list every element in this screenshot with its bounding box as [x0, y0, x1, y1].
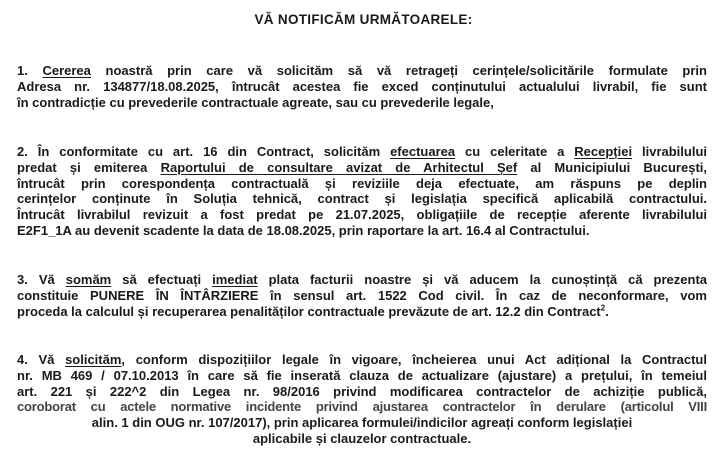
p2-text-a: 2. În conformitate cu art. 16 din Contract, solicităm: [17, 144, 391, 159]
p3-line-3-text: proceda la calculul și recuperarea penalităților contractuale prevăzute de art. 12.2 din Contract: [17, 303, 601, 319]
p4-text-b: , conform dispozițiilor legale în vigoare, încheierea unui Act adițional la Contractul: [121, 352, 707, 367]
paragraph-3-line-2: constituie PUNERE ÎN ÎNTÂRZIERE în sensul art. 1522 Cod civil. În caz de neconformare, vom: [17, 287, 707, 303]
paragraph-1-line-2: Adresa nr. 134877/18.08.2025, întrucât acestea fie exced conținutului actualului livrabil, fie sunt: [17, 78, 707, 94]
p2-text-e: al Municipiului București,: [517, 159, 708, 175]
paragraph-4: [17, 352, 707, 447]
p3-underlined-somam: somăm: [65, 272, 112, 287]
paragraph-3-line-1: [17, 272, 707, 288]
p3-text-b: să efectuați: [111, 272, 213, 287]
paragraph-4-line-6: aplicabile și clauzelor contractuale.: [252, 430, 472, 446]
p1-number: 1.: [17, 63, 43, 78]
paragraph-4-line-5: alin. 1 din OUG nr. 107/2017), prin aplicarea formulei/indicilor agreați conform legislației: [91, 415, 633, 431]
paragraph-2-line-5: Întrucât livrabilul revizuit a fost predat pe 21.07.2025, obligațiile de recepție aferente livrabilului: [17, 207, 707, 223]
p4-underlined-solicitam: solicităm: [65, 352, 122, 367]
p2-text-d: predat și emiterea: [17, 159, 161, 175]
p4-text-a: 4. Vă: [17, 352, 66, 367]
p2-text-c: livrabilului: [632, 144, 707, 159]
paragraph-1-line-3: în contradicție cu prevederile contractuale agreate, sau cu prevederile legale,: [17, 94, 494, 110]
p1-line-1-text: noastră prin care vă solicităm să vă retrageți cerințele/solicitările formulate prin: [90, 63, 707, 78]
p3-text-c: plata facturii noastre și vă aducem la cunoștință că prezenta: [257, 272, 708, 287]
p2-underlined-receptiei: Recepției: [574, 144, 633, 159]
p2-underlined-raportului: Raportului de consultare avizat de Arhitectul Șef: [160, 159, 518, 175]
paragraph-4-line-1: [17, 352, 707, 368]
p2-underlined-efectuarea: efectuarea: [390, 144, 456, 159]
paragraph-2-line-1: [17, 144, 707, 160]
footnote-marker: 2: [600, 303, 606, 313]
paragraph-4-line-3: art. 221 și 222^2 din Legea nr. 98/2016 privind modificarea contractelor de achiziție publică,: [17, 383, 707, 399]
paragraph-2: [17, 144, 707, 239]
paragraph-2-line-2: [17, 160, 707, 176]
p3-underlined-imediat: imediat: [212, 272, 258, 287]
paragraph-2-line-6: E2F1_1A au devenit scadente la data de 18.08.2025, prin raportare la art. 16.4 al Contractului.: [17, 222, 590, 238]
p3-line-3-end: .: [605, 303, 609, 319]
paragraph-2-line-4: cerințelor conținute în Soluția tehnică, contract și legislația specifică aplicabilă contractului.: [17, 191, 707, 207]
p1-underlined-cererea: Cererea: [42, 63, 91, 78]
paragraph-1-line-1: [17, 63, 707, 79]
paragraph-4-line-2: nr. MB 469 / 07.10.2013 în care să fie inserată clauza de actualizare (ajustare) a prețului, în temeiul: [17, 367, 707, 383]
p3-text-a: 3. Vă: [17, 272, 66, 287]
document-title: VĂ NOTIFICĂM URMĂTOARELE:: [254, 12, 473, 27]
paragraph-3: [17, 272, 707, 319]
paragraph-3-line-3: [17, 304, 707, 320]
paragraph-2-line-3: întrucât prin corespondența contractuală și reviziile deja efectuate, am răspuns pe deplin: [17, 175, 707, 191]
paragraph-4-line-4: coroborat cu actele normative incidente privind ajustarea contractelor în derulare (articolul VIII: [17, 399, 707, 415]
paragraph-1: [17, 63, 707, 110]
p2-text-b: cu celeritate a: [455, 144, 575, 159]
